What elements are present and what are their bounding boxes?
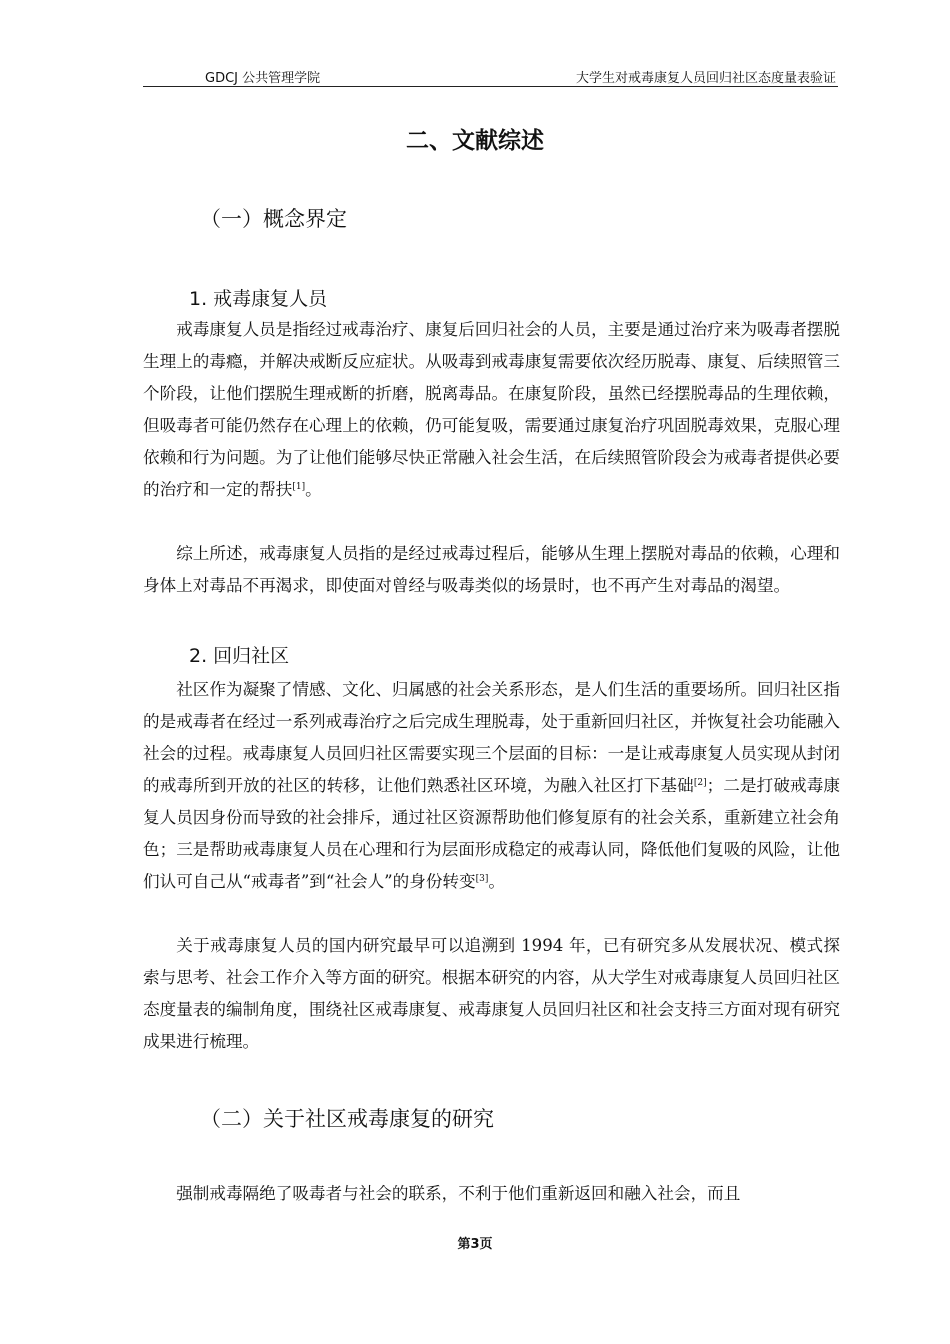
page-header [143, 64, 838, 87]
sub2-paragraph-1 [143, 674, 840, 898]
sub2-paragraph-2: 关于戒毒康复人员的国内研究最早可以追溯到 1994 年，已有研究多从发展状况、模式探索与思考、社会工作介入等方面的研究。根据本研究的内容，从大学生对戒毒康复人员回归社区态度量表的编制角度，围绕社区戒毒康复、戒毒康复人员回归社区和社会支持三方面对现有研究成果进行梳理。 [143, 936, 840, 1051]
citation-1: [1] [292, 482, 306, 492]
header-right: 大学生对戒毒康复人员回归社区态度量表验证 [575, 71, 836, 86]
sub2-p1-end: 。 [488, 872, 505, 891]
section2-heading: （二）关于社区戒毒康复的研究 [200, 1107, 494, 1131]
sub1-paragraph-1 [143, 314, 840, 506]
sub1-p1-end: 。 [305, 480, 322, 499]
sub1-paragraph-2: 综上所述，戒毒康复人员指的是经过戒毒过程后，能够从生理上摆脱对毒品的依赖，心理和身体上对毒品不再渴求，即使面对曾经与吸毒类似的场景时，也不再产生对毒品的渴望。 [143, 544, 840, 595]
page-number: 第3页 [457, 1237, 493, 1252]
citation-3: [3] [475, 874, 489, 884]
header-left: GDCJ 公共管理学院 [205, 71, 321, 86]
sub2-heading: 2. 回归社区 [189, 645, 290, 667]
sub1-heading: 1. 戒毒康复人员 [189, 288, 328, 310]
chapter-title: 二、文献综述 [406, 128, 544, 154]
sub2-p1-text-a: 社区作为凝聚了情感、文化、归属感的社会关系形态，是人们生活的重要场所。回归社区指的是戒毒者在经过一系列戒毒治疗之后完成生理脱毒，处于重新回归社区，并恢复社会功能融入社会的过程。戒毒康复人员回归社区需要实现三个层面的目标：一是让戒毒康复人员实现从封闭的戒毒所到开放的社区的转移，让他们熟悉社区环境，为融入社区打下基础 [143, 680, 840, 795]
section1-heading: （一）概念界定 [200, 207, 347, 231]
section2-paragraph-1: 强制戒毒隔绝了吸毒者与社会的联系，不利于他们重新返回和融入社会，而且 [176, 1184, 741, 1203]
citation-2: [2] [693, 778, 707, 788]
sub2-p1-text-b: ；二是打破戒毒康复人员因身份而导致的社会排斥，通过社区资源帮助他们修复原有的社会关系，重新建立社会角色；三是帮助戒毒康复人员在心理和行为层面形成稳定的戒毒认同，降低他们复吸的风险，让他们认可自己从“戒毒者”到“社会人”的身份转变 [143, 776, 841, 891]
sub1-p1-text: 戒毒康复人员是指经过戒毒治疗、康复后回归社会的人员，主要是通过治疗来为吸毒者摆脱生理上的毒瘾，并解决戒断反应症状。从吸毒到戒毒康复需要依次经历脱毒、康复、后续照管三个阶段，让他们摆脱生理戒断的折磨，脱离毒品。在康复阶段，虽然已经摆脱毒品的生理依赖，但吸毒者可能仍然存在心理上的依赖，仍可能复吸，需要通过康复治疗巩固脱毒效果，克服心理依赖和行为问题。为了让他们能够尽快正常融入社会生活，在后续照管阶段会为戒毒者提供必要的治疗和一定的帮扶 [143, 320, 840, 499]
